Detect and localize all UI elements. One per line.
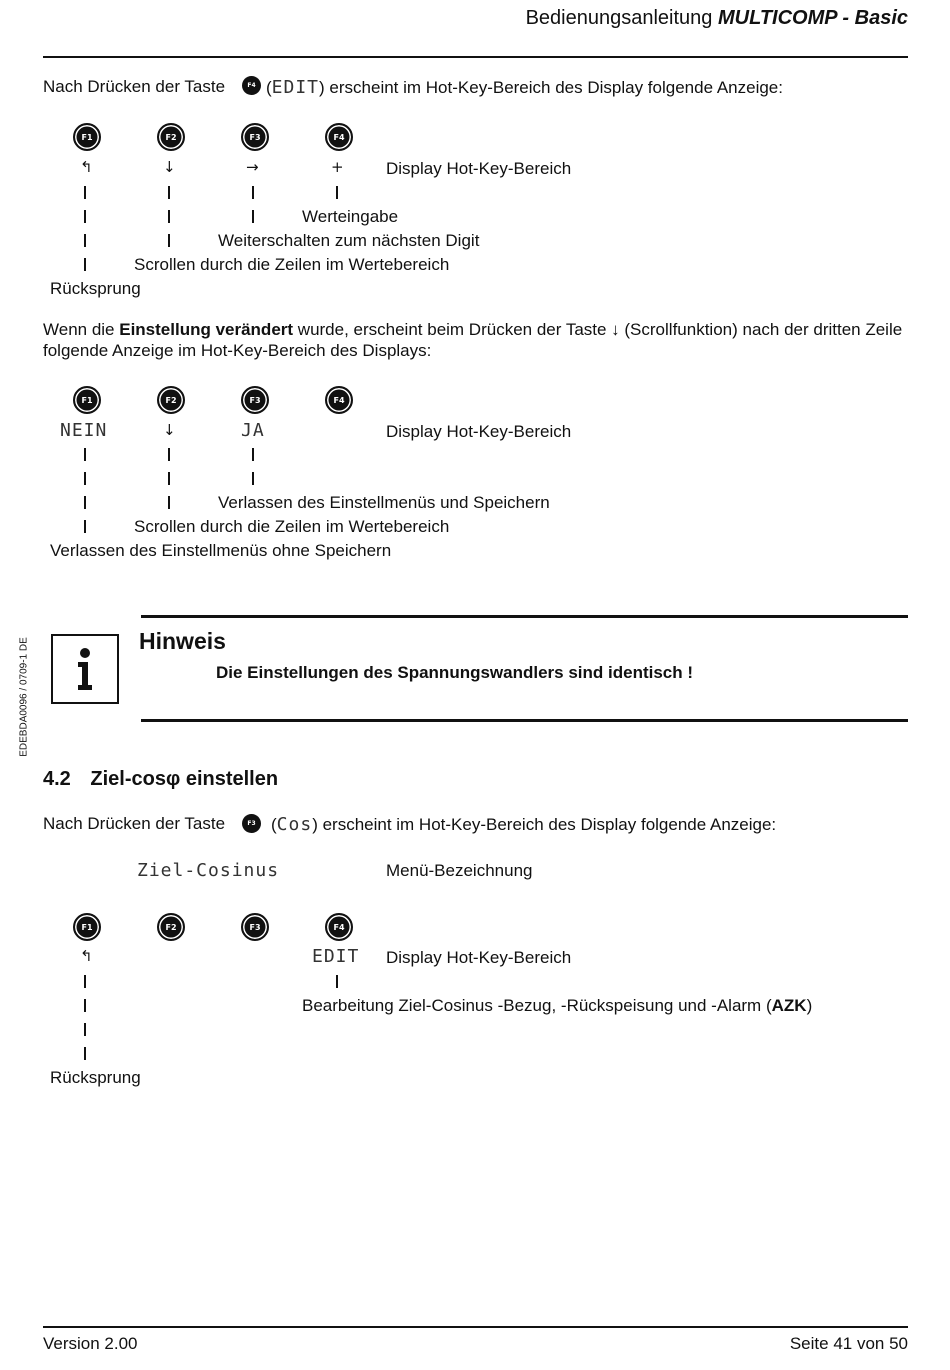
note-top-rule: [141, 615, 908, 618]
connector: [168, 448, 170, 461]
edit-bold: AZK: [771, 996, 807, 1015]
hotkey-label: Display Hot-Key-Bereich: [386, 422, 572, 441]
intro-post: ) erscheint im Hot-Key-Bereich des Display folgende Anzeige:: [312, 815, 777, 834]
down-arrow-icon: ↓: [163, 421, 176, 439]
note-title: Hinweis: [139, 628, 226, 654]
legend-back: Rücksprung: [50, 1068, 141, 1087]
header-product: MULTICOMP - Basic: [717, 7, 908, 29]
connector: [252, 448, 254, 461]
f3-key-icon: F3: [242, 814, 261, 833]
f2-key-icon: F2: [157, 913, 185, 941]
f4-key-icon: F4: [242, 76, 261, 95]
f2-key-icon: F2: [157, 386, 185, 414]
hotkey-label: Display Hot-Key-Bereich: [386, 948, 572, 967]
f2-key-icon: F2: [157, 123, 185, 151]
connector: [84, 1023, 86, 1036]
connector: [168, 234, 170, 247]
back-arrow-icon: ↰: [80, 947, 93, 965]
connector: [84, 999, 86, 1012]
section3-intro-rest: (Cos) erscheint im Hot-Key-Bereich des Display folgende Anzeige:: [271, 814, 777, 835]
info-glyph: [75, 647, 95, 691]
section2-paragraph: [43, 320, 902, 340]
f1-key-icon: F1: [73, 123, 101, 151]
hotkey-label: Display Hot-Key-Bereich: [386, 159, 572, 178]
f1-key-icon: F1: [73, 386, 101, 414]
connector: [168, 210, 170, 223]
edit-pre: Bearbeitung Ziel-Cosinus -Bezug, -Rückspeisung und -Alarm (: [302, 996, 772, 1015]
lcd-edit: EDIT: [271, 77, 320, 98]
side-doc-id: EDEBDA0096 / 0709-1 DE: [18, 637, 30, 757]
note-text: Die Einstellungen des Spannungswandlers sind identisch !: [216, 663, 694, 682]
connector: [84, 258, 86, 271]
connector: [168, 186, 170, 199]
back-arrow-icon: ↰: [80, 158, 93, 176]
plus-icon: +: [331, 158, 344, 176]
down-arrow-icon: ↓: [163, 158, 176, 176]
connector: [84, 472, 86, 485]
lcd-ja: JA: [241, 420, 265, 441]
connector: [252, 472, 254, 485]
f3-key-icon: F3: [241, 386, 269, 414]
menu-label: Menü-Bezeichnung: [386, 861, 533, 880]
connector: [168, 472, 170, 485]
footer-version: Version 2.00: [43, 1334, 138, 1353]
page-header: [526, 7, 908, 30]
connector: [84, 975, 86, 988]
intro-post: ) erscheint im Hot-Key-Bereich des Display folgende Anzeige:: [319, 78, 783, 97]
legend-exit: Verlassen des Einstellmenüs ohne Speichern: [50, 541, 392, 560]
f3-key-icon: F3: [241, 123, 269, 151]
connector: [252, 186, 254, 199]
section-heading: [43, 768, 278, 791]
f4-key-icon: F4: [325, 386, 353, 414]
connector: [84, 448, 86, 461]
section1-intro: [43, 77, 225, 97]
legend-scroll: Scrollen durch die Zeilen im Wertebereich: [134, 255, 450, 274]
connector: [84, 496, 86, 509]
connector: [84, 520, 86, 533]
connector: [84, 1047, 86, 1060]
connector: [84, 186, 86, 199]
legend-next-digit: Weiterschalten zum nächsten Digit: [218, 231, 480, 250]
lcd-nein: NEIN: [60, 420, 108, 441]
f1-key-icon: F1: [73, 913, 101, 941]
note-bottom-rule: [141, 719, 908, 722]
header-prefix: Bedienungsanleitung: [525, 7, 713, 29]
section-number: 4.2: [43, 768, 71, 790]
info-icon: [51, 634, 119, 704]
connector: [336, 975, 338, 988]
p-pre: Wenn die: [43, 320, 120, 339]
f4-key-icon: F4: [325, 913, 353, 941]
connector: [84, 234, 86, 247]
lcd-edit: EDIT: [312, 946, 360, 967]
p-post: wurde, erscheint beim Drücken der Taste ↓ (Scrollfunktion) nach der dritten Zeile: [293, 320, 903, 339]
f4-key-icon: F4: [325, 123, 353, 151]
legend-werteingabe: Werteingabe: [302, 207, 399, 226]
section1-intro-rest: (EDIT) erscheint im Hot-Key-Bereich des Display folgende Anzeige:: [266, 77, 783, 98]
connector: [336, 186, 338, 199]
section2-paragraph-line2: folgende Anzeige im Hot-Key-Bereich des Displays:: [43, 341, 432, 360]
legend-scroll: Scrollen durch die Zeilen im Wertebereich: [134, 517, 450, 536]
lcd-cos: Cos: [276, 814, 313, 835]
right-arrow-icon: →: [246, 158, 259, 176]
p-bold: Einstellung verändert: [119, 320, 294, 339]
edit-post: ): [806, 996, 813, 1015]
footer-page: Seite 41 von 50: [789, 1334, 908, 1353]
intro-text: Nach Drücken der Taste: [43, 77, 226, 96]
header-rule: [43, 56, 908, 58]
lcd-menu-name: Ziel-Cosinus: [137, 860, 280, 881]
footer-rule: [43, 1326, 908, 1328]
legend-save: Verlassen des Einstellmenüs und Speichern: [218, 493, 550, 512]
edit-legend: [302, 996, 812, 1016]
section3-intro: Nach Drücken der Taste: [43, 814, 226, 833]
connector: [84, 210, 86, 223]
f3-key-icon: F3: [241, 913, 269, 941]
connector: [252, 210, 254, 223]
connector: [168, 496, 170, 509]
legend-back: Rücksprung: [50, 279, 141, 298]
section-title: Ziel-cosφ einstellen: [90, 768, 279, 790]
